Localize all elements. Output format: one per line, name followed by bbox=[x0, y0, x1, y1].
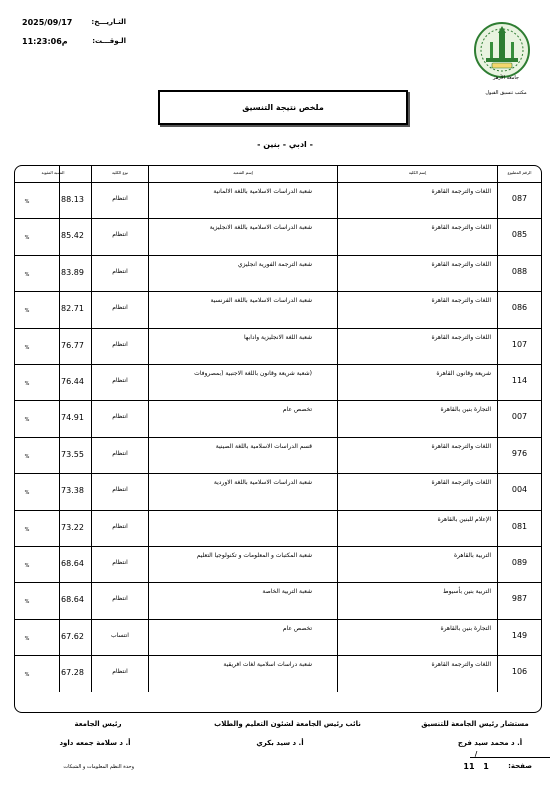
row-type: انتظام bbox=[112, 559, 128, 566]
results-table bbox=[14, 165, 542, 713]
row-code: 004 bbox=[511, 485, 528, 495]
row-college: اللغات والترجمة القاهرة bbox=[431, 442, 491, 450]
row-percent-sign: % bbox=[24, 308, 30, 315]
row-branch: (شعبة شريعة وقانون باللغة الاجنبية (بمصروفات bbox=[194, 370, 312, 377]
table-row bbox=[15, 473, 541, 510]
row-code: 976 bbox=[511, 448, 528, 458]
university-name: جامعة الأزهر bbox=[492, 75, 520, 81]
row-type: انتظام bbox=[112, 267, 128, 275]
row-percent-sign: % bbox=[24, 271, 30, 278]
row-percent-sign: % bbox=[24, 563, 30, 569]
table-row bbox=[15, 619, 541, 656]
row-branch: شعبة دراسات اسلامية لغات افريقية bbox=[223, 661, 312, 669]
row-percentage: 85.42 bbox=[61, 231, 84, 241]
row-branch: شعبة الدراسات الاسلامية باللغة الفرنسية bbox=[210, 297, 312, 305]
report-title: ملخص نتيجة التنسيق bbox=[158, 90, 408, 125]
row-code: 149 bbox=[511, 630, 528, 640]
row-branch: شعبة الدراسات الاسلامية باللغة الاوردية bbox=[213, 479, 312, 487]
row-code: 088 bbox=[511, 266, 528, 276]
row-code: 107 bbox=[511, 339, 528, 349]
row-percent-sign: % bbox=[24, 381, 30, 387]
row-code: 087 bbox=[511, 194, 528, 203]
row-branch: شعبة التربية الخاصة bbox=[262, 588, 312, 596]
row-type: انتظام bbox=[112, 377, 128, 384]
table-row bbox=[15, 328, 541, 365]
date-label: التـاريـــخ: bbox=[91, 18, 126, 26]
row-college: اللغات والترجمة القاهرة bbox=[431, 661, 491, 669]
row-type: انتظام bbox=[112, 304, 128, 312]
row-college: اللغات والترجمة القاهرة bbox=[431, 224, 491, 232]
row-percent-sign: % bbox=[24, 199, 30, 205]
signature-name-vice-president: أ. د سيد بكري bbox=[256, 739, 304, 747]
date-value: 2025/09/17 bbox=[22, 18, 73, 27]
row-college: التجارة بنين بالقاهرة bbox=[440, 406, 491, 414]
report-filter: - ادبي - بنين - bbox=[257, 140, 313, 149]
row-branch: شعبة الدراسات الاسلامية باللغة الالمانية bbox=[213, 188, 312, 195]
row-college: اللغات والترجمة القاهرة bbox=[431, 297, 491, 305]
row-percent-sign: % bbox=[24, 672, 30, 679]
col-header-code: الرقم المطبوع bbox=[507, 170, 532, 175]
row-branch: تخصص عام bbox=[282, 624, 312, 632]
row-college: اللغات والترجمة القاهرة bbox=[431, 333, 491, 341]
row-percentage: 83.89 bbox=[61, 267, 84, 277]
table-row bbox=[15, 510, 541, 547]
unit-name: وحدة النظم المعلومات و الشبكات bbox=[63, 764, 134, 770]
col-header-type: نوع الكلية bbox=[111, 170, 129, 175]
row-type: انتظام bbox=[112, 413, 128, 421]
row-type: انتظام bbox=[112, 668, 128, 676]
table-row bbox=[15, 400, 541, 437]
row-type: انتظام bbox=[112, 340, 128, 348]
row-code: 007 bbox=[511, 412, 528, 422]
row-percentage: 67.62 bbox=[61, 631, 84, 641]
row-code: 106 bbox=[511, 667, 528, 677]
row-code: 086 bbox=[511, 303, 528, 313]
row-code: 081 bbox=[511, 521, 528, 531]
signature-title-coordination: مستشار رئيس الجامعة للتنسيق bbox=[421, 720, 529, 728]
row-percentage: 73.55 bbox=[61, 449, 84, 459]
row-percentage: 76.44 bbox=[61, 377, 84, 386]
row-type: انتظام bbox=[112, 231, 128, 239]
row-college: اللغات والترجمة القاهرة bbox=[431, 188, 491, 195]
footer-divider bbox=[470, 757, 550, 759]
row-percentage: 74.91 bbox=[61, 413, 84, 423]
row-branch: شعبة اللغة الانجليزية وادابها bbox=[243, 333, 312, 341]
row-percentage: 68.64 bbox=[61, 595, 84, 605]
row-code: 987 bbox=[511, 594, 528, 604]
signature-mark: / bbox=[474, 750, 478, 758]
table-row bbox=[15, 182, 541, 219]
row-percent-sign: % bbox=[24, 453, 30, 460]
row-percent-sign: % bbox=[24, 344, 30, 351]
row-branch: شعبة الترجمة الفورية انجليزي bbox=[237, 260, 312, 268]
row-type: انتظام bbox=[112, 486, 128, 494]
office-name: مكتب تنسيق القبول bbox=[485, 90, 527, 96]
page-current: 1 bbox=[483, 762, 489, 771]
row-type: انتساب bbox=[111, 631, 129, 639]
row-percent-sign: % bbox=[24, 635, 30, 642]
table-header-row bbox=[15, 166, 541, 183]
signature-name-president: أ. د سلامة جمعه داود bbox=[59, 739, 131, 747]
row-college: شريعة وقانون القاهرة bbox=[436, 370, 491, 377]
row-percent-sign: % bbox=[24, 599, 30, 606]
row-code: 089 bbox=[511, 558, 528, 567]
table-row bbox=[15, 582, 541, 619]
row-branch: شعبة المكتبات و المعلومات و تكنولوجيا التعليم bbox=[196, 552, 312, 559]
row-percentage: 67.28 bbox=[61, 668, 84, 678]
row-code: 114 bbox=[511, 376, 528, 385]
mosque-emblem-icon bbox=[472, 20, 532, 80]
table-row bbox=[15, 364, 541, 401]
row-percent-sign: % bbox=[24, 490, 30, 497]
row-percentage: 73.22 bbox=[61, 522, 84, 532]
table-row bbox=[15, 255, 541, 292]
row-branch: تخصص عام bbox=[282, 406, 312, 414]
time-label: الـوقـــت: bbox=[92, 37, 126, 45]
row-percent-sign: % bbox=[24, 235, 30, 242]
row-college: التربية بنين بأسيوط bbox=[443, 588, 491, 596]
table-row bbox=[15, 437, 541, 474]
col-header-branch: إسم الشعبة bbox=[233, 170, 253, 175]
row-type: انتظام bbox=[112, 522, 128, 530]
university-logo bbox=[472, 20, 532, 80]
row-percentage: 73.38 bbox=[61, 486, 84, 496]
row-percent-sign: % bbox=[24, 417, 30, 424]
table-row bbox=[15, 655, 541, 691]
row-percentage: 68.64 bbox=[61, 559, 84, 568]
row-type: انتظام bbox=[112, 449, 128, 457]
row-percentage: 82.71 bbox=[61, 304, 84, 314]
row-type: انتظام bbox=[112, 195, 128, 202]
signature-title-president: رئيس الجامعة bbox=[74, 720, 122, 728]
page-label: صفحة: bbox=[508, 762, 532, 770]
row-college: الإعلام للبنين بالقاهرة bbox=[437, 515, 491, 523]
row-type: انتظام bbox=[112, 595, 128, 603]
page-total: 11 bbox=[463, 762, 475, 771]
row-college: التجارة بنين بالقاهرة bbox=[440, 624, 491, 632]
col-header-college: إسم الكلية bbox=[408, 170, 427, 175]
row-branch: قسم الدراسات الاسلامية باللغة الصينية bbox=[215, 442, 312, 450]
row-code: 085 bbox=[511, 230, 528, 240]
table-row bbox=[15, 546, 541, 583]
row-percentage: 76.77 bbox=[61, 340, 84, 350]
row-percentage: 88.13 bbox=[61, 195, 84, 204]
row-college: اللغات والترجمة القاهرة bbox=[431, 479, 491, 487]
time-value: 11:23:06م bbox=[22, 37, 68, 46]
signature-name-coordination: أ. د محمد سيد فرج bbox=[457, 739, 523, 747]
table-row bbox=[15, 218, 541, 255]
row-college: اللغات والترجمة القاهرة bbox=[431, 260, 491, 268]
signature-title-vice-president: نائب رئيس الجامعة لشئون التعليم والطلاب bbox=[214, 720, 361, 728]
row-percent-sign: % bbox=[24, 526, 30, 533]
col-header-percentage: النسبة المئوية bbox=[41, 170, 65, 175]
row-branch: شعبة الدراسات الاسلامية باللغة الانجليزية bbox=[209, 224, 312, 232]
table-row bbox=[15, 291, 541, 328]
row-college: التربية بالقاهرة bbox=[453, 552, 491, 559]
